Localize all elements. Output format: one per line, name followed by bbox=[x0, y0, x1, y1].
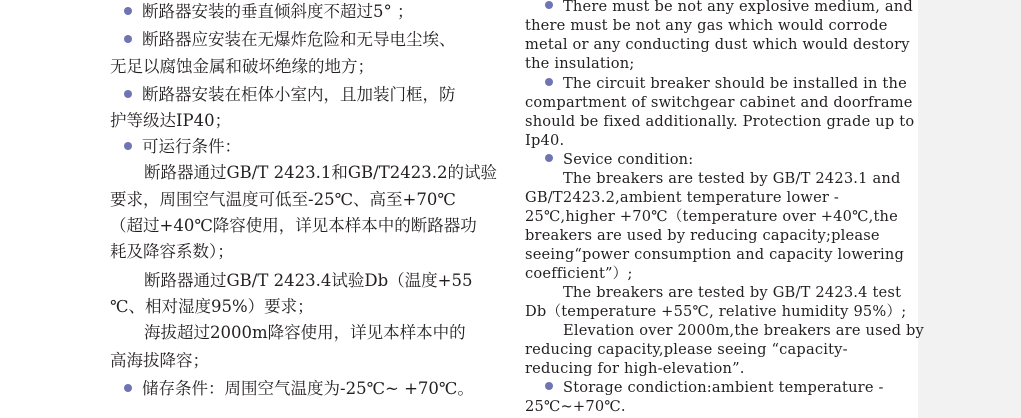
bullet-line bbox=[545, 77, 907, 92]
text-line: 海拔超过2000m降容使用，详见本样本中的 bbox=[144, 323, 466, 342]
text-line: 无足以腐蚀金属和破坏绝缘的地方； bbox=[110, 57, 374, 76]
text-line: 要求，周围空气温度可低至-25℃、高至+70℃ bbox=[110, 190, 456, 209]
text-line: compartment of switchgear cabinet and doorframe bbox=[525, 94, 913, 111]
bullet-icon bbox=[124, 142, 132, 150]
text-line: metal or any conducting dust which would destory bbox=[525, 36, 910, 53]
text-line: 储存条件：周围空气温度为-25℃~ +70℃。 bbox=[142, 379, 474, 398]
bullet-icon bbox=[124, 7, 132, 15]
text-line: GB/T2423.2,ambient temperature lower - bbox=[525, 189, 840, 206]
bullet-line bbox=[124, 139, 241, 156]
text-line: Elevation over 2000m,the breakers are used by bbox=[563, 322, 924, 339]
text-line: 耗及降容系数）； bbox=[110, 242, 234, 261]
bullet-icon bbox=[124, 90, 132, 98]
text-line: There must be not any explosive medium, and bbox=[563, 0, 913, 15]
text-line: should be fixed additionally. Protection grade up to bbox=[525, 113, 915, 130]
text-line: The circuit breaker should be installed in the bbox=[563, 75, 907, 92]
text-line: reducing for high-elevation”. bbox=[525, 360, 745, 377]
text-line: 断路器安装在柜体小室内，且加装门框，防 bbox=[142, 85, 456, 104]
text-line: ℃、相对湿度95%）要求； bbox=[110, 297, 314, 316]
text-line: Db（temperature +55℃, relative humidity 95%）; bbox=[525, 303, 907, 320]
text-line: 断路器应安装在无爆炸危险和无导电尘埃、 bbox=[142, 30, 456, 49]
text-line: （超过+40℃降容使用，详见本样本中的断路器功 bbox=[110, 216, 477, 235]
bullet-icon bbox=[545, 78, 553, 86]
text-line: 护等级达IP40； bbox=[110, 111, 232, 130]
text-line: 可运行条件： bbox=[142, 137, 241, 156]
bullet-line bbox=[124, 381, 474, 398]
text-line: breakers are used by reducing capacity;please bbox=[525, 227, 880, 244]
bullet-line bbox=[124, 87, 456, 104]
bullet-icon bbox=[545, 382, 553, 390]
bullet-line bbox=[545, 381, 884, 396]
bullet-line bbox=[545, 0, 913, 15]
bullet-icon bbox=[124, 384, 132, 392]
text-line: 高海拔降容； bbox=[110, 351, 209, 370]
text-line: seeing“power consumption and capacity lowering bbox=[525, 246, 905, 263]
bullet-line bbox=[545, 153, 693, 168]
bullet-line bbox=[124, 32, 456, 49]
bullet-icon bbox=[545, 154, 553, 162]
text-line: coefficient”）; bbox=[525, 265, 633, 282]
text-line: 25℃~+70℃. bbox=[525, 398, 626, 415]
text-line: reducing capacity,please seeing “capacity- bbox=[525, 341, 848, 358]
text-line: the insulation; bbox=[525, 55, 635, 72]
text-line: Sevice condition: bbox=[563, 151, 694, 168]
bullet-line bbox=[124, 4, 414, 21]
text-line: Ip40. bbox=[525, 132, 565, 149]
text-line: The breakers are tested by GB/T 2423.1 and bbox=[563, 170, 901, 187]
page-edge-strip bbox=[918, 0, 1021, 418]
text-line: The breakers are tested by GB/T 2423.4 test bbox=[563, 284, 902, 301]
text-line: 25℃,higher +70℃（temperature over +40℃,the bbox=[525, 208, 898, 225]
text-line: there must be not any gas which would corrode bbox=[525, 17, 888, 34]
bullet-icon bbox=[545, 1, 553, 9]
bullet-icon bbox=[124, 35, 132, 43]
text-line: Storage condiction:ambient temperature - bbox=[563, 379, 884, 396]
text-line: 断路器通过GB/T 2423.1和GB/T2423.2的试验 bbox=[144, 163, 497, 182]
text-line: 断路器通过GB/T 2423.4试验Db（温度+55 bbox=[144, 271, 473, 290]
text-line: 断路器安装的垂直倾斜度不超过5° ； bbox=[142, 2, 414, 21]
